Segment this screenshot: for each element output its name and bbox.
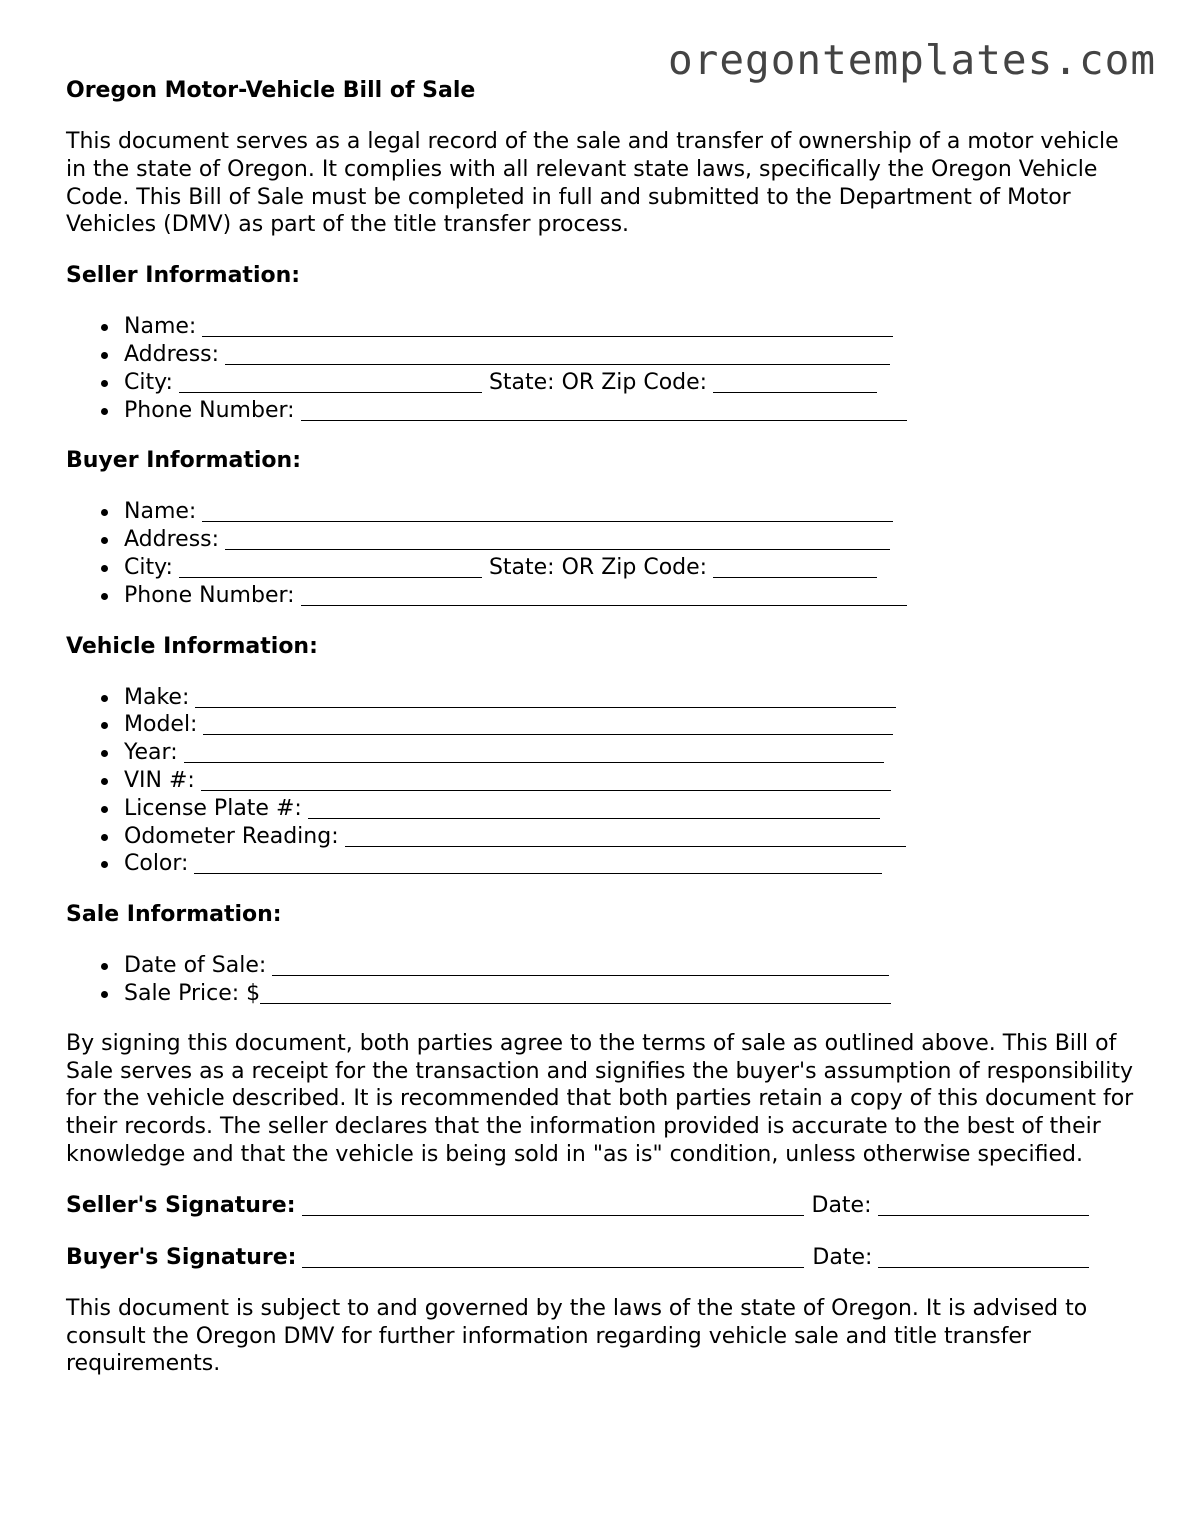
vehicle-make-field[interactable] (195, 685, 896, 708)
buyer-phone-item (124, 582, 1136, 610)
sale-date-item (124, 952, 1136, 980)
buyer-address-field[interactable] (225, 527, 890, 550)
vehicle-year-label: Year: (124, 740, 178, 766)
agreement-paragraph: By signing this document, both parties agree to the terms of sale as outlined above. This Bill of Sale serves as a receipt for the transaction and signifies the buyer's assumption of responsibility for the vehicle described. It is recommended that both parties retain a copy of this document for their records. The seller declares that the information provided is accurate to the best of their knowledge and that the vehicle is being sold in "as is" condition, unless otherwise specified. (66, 1030, 1134, 1167)
buyer-state-label: State: OR (488, 554, 595, 580)
seller-signature-field[interactable] (302, 1193, 804, 1216)
vehicle-year-item (124, 739, 1136, 767)
seller-phone-label: Phone Number: (124, 397, 295, 423)
seller-name-field[interactable] (202, 314, 893, 337)
vehicle-plate-field[interactable] (308, 796, 880, 819)
buyer-signature-label: Buyer's Signature: (66, 1244, 297, 1270)
vehicle-odometer-field[interactable] (345, 824, 906, 847)
vehicle-vin-label: VIN #: (124, 767, 195, 793)
vehicle-fields (66, 684, 1136, 879)
seller-state-label: State: OR (488, 369, 595, 395)
sale-fields (66, 952, 1136, 1008)
buyer-fields (66, 498, 1136, 609)
vehicle-make-item (124, 684, 1136, 712)
sale-heading: Sale Information: (66, 902, 282, 928)
buyer-date-field[interactable] (878, 1245, 1089, 1268)
buyer-signature-field[interactable] (302, 1245, 804, 1268)
vehicle-odometer-label: Odometer Reading: (124, 823, 339, 849)
seller-signature-label: Seller's Signature: (66, 1192, 296, 1218)
sale-date-field[interactable] (272, 953, 889, 976)
buyer-city-label: City: (124, 554, 173, 580)
vehicle-color-field[interactable] (194, 851, 882, 874)
seller-city-field[interactable] (179, 370, 482, 393)
vehicle-color-item (124, 850, 1136, 878)
seller-city-label: City: (124, 369, 173, 395)
vehicle-model-label: Model: (124, 712, 198, 738)
vehicle-make-label: Make: (124, 684, 190, 710)
seller-date-field[interactable] (878, 1193, 1089, 1216)
buyer-address-item (124, 526, 1136, 554)
buyer-city-item (124, 554, 1136, 582)
buyer-city-field[interactable] (179, 555, 482, 578)
intro-paragraph: This document serves as a legal record of the sale and transfer of ownership of a motor vehicle in the state of Oregon. It complies with all relevant state laws, specifically the Oregon Vehicle Code. This Bill of Sale must be completed in full and submitted to the Department of Motor Vehicles (DMV) as part of the title transfer process. (66, 129, 1119, 238)
buyer-address-label: Address: (124, 527, 220, 553)
seller-address-item (124, 341, 1136, 369)
seller-date-label: Date: (811, 1192, 872, 1218)
sale-date-label: Date of Sale: (124, 953, 267, 979)
sale-price-item (124, 980, 1136, 1008)
bill-of-sale-document (66, 76, 1136, 1378)
document-title: Oregon Motor-Vehicle Bill of Sale (66, 78, 476, 103)
seller-city-item (124, 369, 1136, 397)
vehicle-plate-label: License Plate #: (124, 795, 302, 821)
watermark-logo: oregontemplates.com (668, 36, 1156, 84)
seller-name-label: Name: (124, 314, 197, 340)
seller-zip-label: Zip Code: (601, 369, 708, 395)
seller-heading: Seller Information: (66, 263, 301, 289)
seller-phone-field[interactable] (301, 398, 907, 421)
buyer-heading: Buyer Information: (66, 448, 301, 474)
footer-paragraph: This document is subject to and governed by the laws of the state of Oregon. It is advised to consult the Oregon DMV for further information regarding vehicle sale and title transfer requirements. (66, 1295, 1088, 1377)
sale-price-label: Sale Price: $ (124, 980, 261, 1006)
vehicle-color-label: Color: (124, 851, 189, 877)
seller-fields (66, 313, 1136, 424)
buyer-phone-label: Phone Number: (124, 582, 295, 608)
vehicle-plate-item (124, 795, 1136, 823)
vehicle-vin-field[interactable] (201, 768, 891, 791)
vehicle-model-item (124, 711, 1136, 739)
seller-phone-item (124, 397, 1136, 425)
buyer-zip-label: Zip Code: (601, 554, 708, 580)
vehicle-model-field[interactable] (203, 712, 893, 735)
seller-address-field[interactable] (225, 342, 890, 365)
sale-price-field[interactable] (260, 981, 891, 1004)
seller-signature-row (66, 1191, 1136, 1221)
buyer-zip-field[interactable] (713, 555, 877, 578)
buyer-signature-row (66, 1243, 1136, 1273)
buyer-name-field[interactable] (202, 499, 893, 522)
vehicle-year-field[interactable] (184, 740, 884, 763)
buyer-phone-field[interactable] (301, 583, 907, 606)
seller-zip-field[interactable] (713, 370, 877, 393)
buyer-name-label: Name: (124, 499, 197, 525)
vehicle-vin-item (124, 767, 1136, 795)
seller-name-item (124, 313, 1136, 341)
buyer-date-label: Date: (812, 1244, 873, 1270)
seller-address-label: Address: (124, 341, 220, 367)
buyer-name-item (124, 498, 1136, 526)
vehicle-heading: Vehicle Information: (66, 633, 318, 659)
vehicle-odometer-item (124, 823, 1136, 851)
